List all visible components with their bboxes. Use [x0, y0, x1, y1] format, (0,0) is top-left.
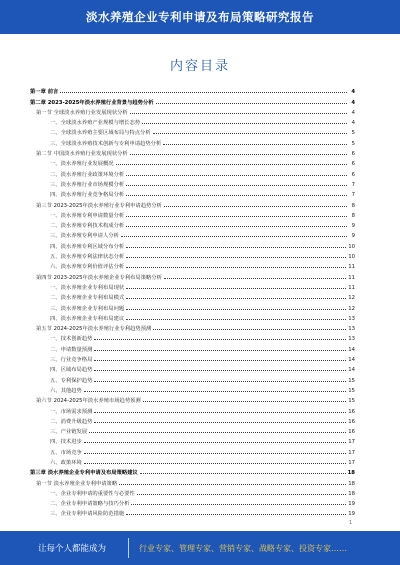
toc-leader-dots — [130, 113, 347, 114]
toc-entry-label: 第二章 2023-2025年淡水养殖行业背景与趋势分析 — [30, 99, 154, 106]
toc-entry-label: 一、淡水养殖专利申请数量分析 — [50, 212, 125, 219]
toc-entry-page: 13 — [348, 336, 355, 343]
toc-subsection-entry[interactable] — [30, 178, 355, 188]
toc-subsection-entry[interactable] — [30, 415, 355, 425]
toc-entry-page: 12 — [348, 295, 355, 302]
toc-leader-dots — [126, 226, 347, 227]
toc-subsection-entry[interactable] — [30, 445, 355, 455]
toc-entry-page: 10 — [348, 254, 355, 261]
toc-leader-dots — [142, 123, 347, 124]
toc-entry-page: 4 — [351, 109, 355, 116]
toc-subsection-entry[interactable] — [30, 425, 355, 435]
toc-section-entry[interactable] — [30, 106, 355, 116]
toc-entry-label: 第六节 2024-2025年淡水养殖市场趋势预测 — [36, 398, 141, 405]
toc-section-entry[interactable] — [30, 147, 355, 157]
toc-entry-page: 9 — [351, 233, 355, 240]
toc-leader-dots — [84, 463, 346, 464]
toc-entry-page: 9 — [351, 223, 355, 230]
toc-leader-dots — [126, 195, 347, 196]
toc-entry-label: 三、淡水养殖企业专利布局问题 — [50, 305, 125, 312]
toc-section-entry[interactable] — [30, 394, 355, 404]
toc-leader-dots — [126, 298, 346, 299]
toc-entry-page: 15 — [348, 377, 355, 384]
toc-entry-label: 二、淡水养殖行业政策环境分析 — [50, 171, 125, 178]
toc-leader-dots — [116, 164, 347, 165]
toc-entry-label: 第三节 2023-2025年淡水养殖行业专利申请趋势分析 — [36, 202, 162, 209]
toc-entry-label: 四、区域布局趋势 — [50, 367, 93, 374]
toc-entry-page: 7 — [351, 181, 355, 188]
table-of-contents — [30, 85, 355, 517]
toc-section-entry[interactable] — [30, 270, 355, 280]
toc-subsection-entry[interactable] — [30, 487, 355, 497]
toc-entry-label: 三、产业链发展 — [50, 429, 88, 436]
toc-entry-label: 六、政策环境 — [50, 459, 82, 466]
toc-entry-label: 四、淡水养殖行业竞争格局分析 — [50, 192, 125, 199]
toc-leader-dots — [126, 257, 346, 258]
toc-entry-label: 二、消费升级趋势 — [50, 418, 93, 425]
toc-entry-label: 第一节 淡水养殖企业专利申请策略 — [36, 480, 118, 487]
toc-leader-dots — [94, 339, 346, 340]
toc-leader-dots — [94, 422, 346, 423]
toc-leader-dots — [94, 370, 346, 371]
toc-heading: 内容目录 — [169, 59, 230, 74]
toc-leader-dots — [137, 494, 346, 495]
toc-leader-dots — [153, 133, 347, 134]
toc-leader-dots — [126, 267, 346, 268]
footer-slogan: 让每个人都能成为 — [38, 544, 107, 554]
toc-subsection-entry[interactable] — [30, 136, 355, 146]
toc-entry-page: 12 — [348, 305, 355, 312]
toc-leader-dots — [156, 103, 347, 104]
toc-entry-page: 17 — [348, 459, 355, 466]
toc-entry-page: 5 — [351, 140, 355, 147]
toc-subsection-entry[interactable] — [30, 507, 355, 517]
toc-entry-label: 二、全球淡水养殖主要区域布局与特点分析 — [50, 130, 151, 137]
toc-entry-label: 一、全球淡水养殖产业规模与增长态势 — [50, 120, 141, 127]
toc-entry-label: 二、淡水养殖企业专利布局模式 — [50, 295, 125, 302]
toc-leader-dots — [84, 453, 346, 454]
toc-leader-dots — [126, 288, 346, 289]
toc-entry-label: 第一章 前言 — [30, 89, 59, 96]
toc-entry-label: 一、淡水养殖企业专利布局现状 — [50, 284, 125, 291]
toc-entry-page: 8 — [351, 202, 355, 209]
footer-tagline: 行业专家、管理专家、营销专家、战略专家、投资专家…… — [139, 543, 347, 553]
toc-leader-dots — [143, 401, 347, 402]
toc-entry-label: 三、淡水养殖行业市场规模分析 — [50, 181, 125, 188]
toc-entry-label: 三、淡水养殖专利申请人分析 — [50, 233, 119, 240]
toc-chapter-entry[interactable] — [30, 85, 355, 95]
toc-leader-dots — [121, 236, 347, 237]
toc-leader-dots — [84, 391, 346, 392]
toc-subsection-entry[interactable] — [30, 229, 355, 239]
toc-chapter-entry[interactable] — [30, 466, 355, 476]
toc-leader-dots — [94, 381, 346, 382]
toc-subsection-entry[interactable] — [30, 301, 355, 311]
toc-entry-page: 6 — [351, 161, 355, 168]
toc-leader-dots — [164, 278, 346, 279]
report-title: 淡水养殖企业专利申请及布局策略研究报告 — [86, 10, 314, 24]
toc-subsection-entry[interactable] — [30, 363, 355, 373]
toc-entry-label: 六、淡水养殖专利价值评估分析 — [50, 264, 125, 271]
toc-subsection-entry[interactable] — [30, 281, 355, 291]
toc-section-entry[interactable] — [30, 322, 355, 332]
toc-subsection-entry[interactable] — [30, 209, 355, 219]
toc-entry-label: 二、淡水养殖专利技术构成分析 — [50, 223, 125, 230]
toc-entry-label: 四、淡水养殖企业专利布局建议 — [50, 315, 125, 322]
toc-chapter-entry[interactable] — [30, 95, 355, 105]
toc-entry-page: 18 — [348, 480, 355, 487]
toc-entry-label: 第二节 中国淡水养殖行业发展现状分析 — [36, 151, 128, 158]
page-number: 1 — [348, 520, 352, 526]
toc-subsection-entry[interactable] — [30, 157, 355, 167]
toc-section-entry[interactable] — [30, 476, 355, 486]
toc-leader-dots — [140, 473, 346, 474]
toc-entry-page: 5 — [351, 130, 355, 137]
toc-entry-page: 6 — [351, 171, 355, 178]
toc-entry-label: 第一节 全球淡水养殖行业发展现状分析 — [36, 109, 128, 116]
toc-leader-dots — [94, 350, 346, 351]
toc-entry-label: 一、企业专利申请的重要性与必要性 — [50, 490, 135, 497]
toc-leader-dots — [119, 484, 346, 485]
toc-entry-page: 7 — [351, 192, 355, 199]
toc-entry-page: 13 — [348, 326, 355, 333]
toc-subsection-entry[interactable] — [30, 250, 355, 260]
toc-subsection-entry[interactable] — [30, 239, 355, 249]
toc-entry-label: 五、市场竞争 — [50, 449, 82, 456]
toc-subsection-entry[interactable] — [30, 435, 355, 445]
toc-entry-page: 16 — [348, 429, 355, 436]
toc-entry-label: 三、企业专利申请风险防范措施 — [50, 511, 125, 518]
toc-entry-page: 14 — [348, 357, 355, 364]
toc-subsection-entry[interactable] — [30, 116, 355, 126]
toc-leader-dots — [153, 329, 346, 330]
toc-entry-page: 4 — [351, 89, 355, 96]
toc-entry-page: 16 — [348, 408, 355, 415]
toc-subsection-entry[interactable] — [30, 291, 355, 301]
toc-leader-dots — [126, 514, 346, 515]
toc-entry-label: 三、全球淡水养殖技术创新与专利申请趋势分析 — [50, 140, 162, 147]
toc-subsection-entry[interactable] — [30, 456, 355, 466]
toc-leader-dots — [84, 442, 346, 443]
toc-leader-dots — [163, 144, 347, 145]
toc-entry-page: 4 — [351, 120, 355, 127]
toc-entry-page: 13 — [348, 315, 355, 322]
toc-entry-page: 8 — [351, 212, 355, 219]
toc-subsection-entry[interactable] — [30, 497, 355, 507]
toc-subsection-entry[interactable] — [30, 126, 355, 136]
toc-entry-page: 14 — [348, 367, 355, 374]
report-footer — [0, 531, 400, 565]
toc-entry-label: 二、申请数量预测 — [50, 346, 93, 353]
toc-leader-dots — [131, 504, 346, 505]
toc-leader-dots — [60, 92, 347, 93]
toc-entry-label: 第三章 淡水养殖企业专利申请及布局策略建议 — [30, 470, 138, 477]
toc-leader-dots — [130, 154, 347, 155]
toc-leader-dots — [126, 247, 346, 248]
toc-subsection-entry[interactable] — [30, 219, 355, 229]
toc-subsection-entry[interactable] — [30, 188, 355, 198]
toc-subsection-entry[interactable] — [30, 312, 355, 322]
toc-entry-page: 18 — [347, 470, 355, 477]
toc-leader-dots — [89, 432, 346, 433]
toc-entry-page: 14 — [348, 346, 355, 353]
toc-entry-label: 一、市场需求预测 — [50, 408, 93, 415]
toc-subsection-entry[interactable] — [30, 384, 355, 394]
toc-entry-page: 11 — [348, 264, 355, 271]
toc-leader-dots — [126, 185, 347, 186]
toc-entry-page: 16 — [348, 418, 355, 425]
toc-section-entry[interactable] — [30, 198, 355, 208]
toc-subsection-entry[interactable] — [30, 260, 355, 270]
toc-entry-page: 15 — [348, 398, 355, 405]
toc-subsection-entry[interactable] — [30, 353, 355, 363]
toc-entry-page: 4 — [351, 99, 355, 106]
toc-leader-dots — [94, 412, 346, 413]
toc-entry-page: 10 — [348, 243, 355, 250]
toc-leader-dots — [126, 309, 346, 310]
toc-leader-dots — [164, 206, 347, 207]
toc-entry-page: 11 — [348, 274, 355, 281]
toc-leader-dots — [126, 216, 347, 217]
toc-entry-page: 19 — [348, 501, 355, 508]
footer-divider — [128, 538, 129, 558]
toc-entry-page: 11 — [348, 284, 355, 291]
toc-entry-page: 15 — [348, 387, 355, 394]
toc-entry-label: 四、淡水养殖专利区域分布分析 — [50, 243, 125, 250]
toc-entry-label: 四、技术进步 — [50, 439, 82, 446]
toc-subsection-entry[interactable] — [30, 167, 355, 177]
toc-entry-label: 六、其他趋势 — [50, 387, 82, 394]
toc-entry-label: 第四节 2023-2025年淡水养殖企业专利布局策略分析 — [36, 274, 162, 281]
toc-entry-label: 一、技术创新趋势 — [50, 336, 93, 343]
toc-entry-page: 6 — [351, 151, 355, 158]
toc-entry-label: 五、专利保护趋势 — [50, 377, 93, 384]
toc-subsection-entry[interactable] — [30, 342, 355, 352]
toc-subsection-entry[interactable] — [30, 404, 355, 414]
toc-leader-dots — [126, 175, 347, 176]
toc-leader-dots — [94, 360, 346, 361]
toc-entry-label: 三、行业竞争格局 — [50, 357, 93, 364]
toc-entry-page: 17 — [348, 449, 355, 456]
toc-subsection-entry[interactable] — [30, 332, 355, 342]
toc-subsection-entry[interactable] — [30, 373, 355, 383]
toc-entry-page: 18 — [348, 490, 355, 497]
toc-entry-label: 第五节 2024-2025年淡水养殖行业专利趋势预测 — [36, 326, 152, 333]
toc-leader-dots — [126, 319, 346, 320]
toc-entry-label: 二、企业专利申请策略与技巧分析 — [50, 501, 130, 508]
toc-entry-label: 一、淡水养殖行业发展概况 — [50, 161, 114, 168]
toc-entry-label: 五、淡水养殖专利法律状态分析 — [50, 254, 125, 261]
toc-entry-page: 17 — [348, 439, 355, 446]
report-header — [0, 0, 400, 34]
toc-entry-page: 19 — [348, 511, 355, 518]
